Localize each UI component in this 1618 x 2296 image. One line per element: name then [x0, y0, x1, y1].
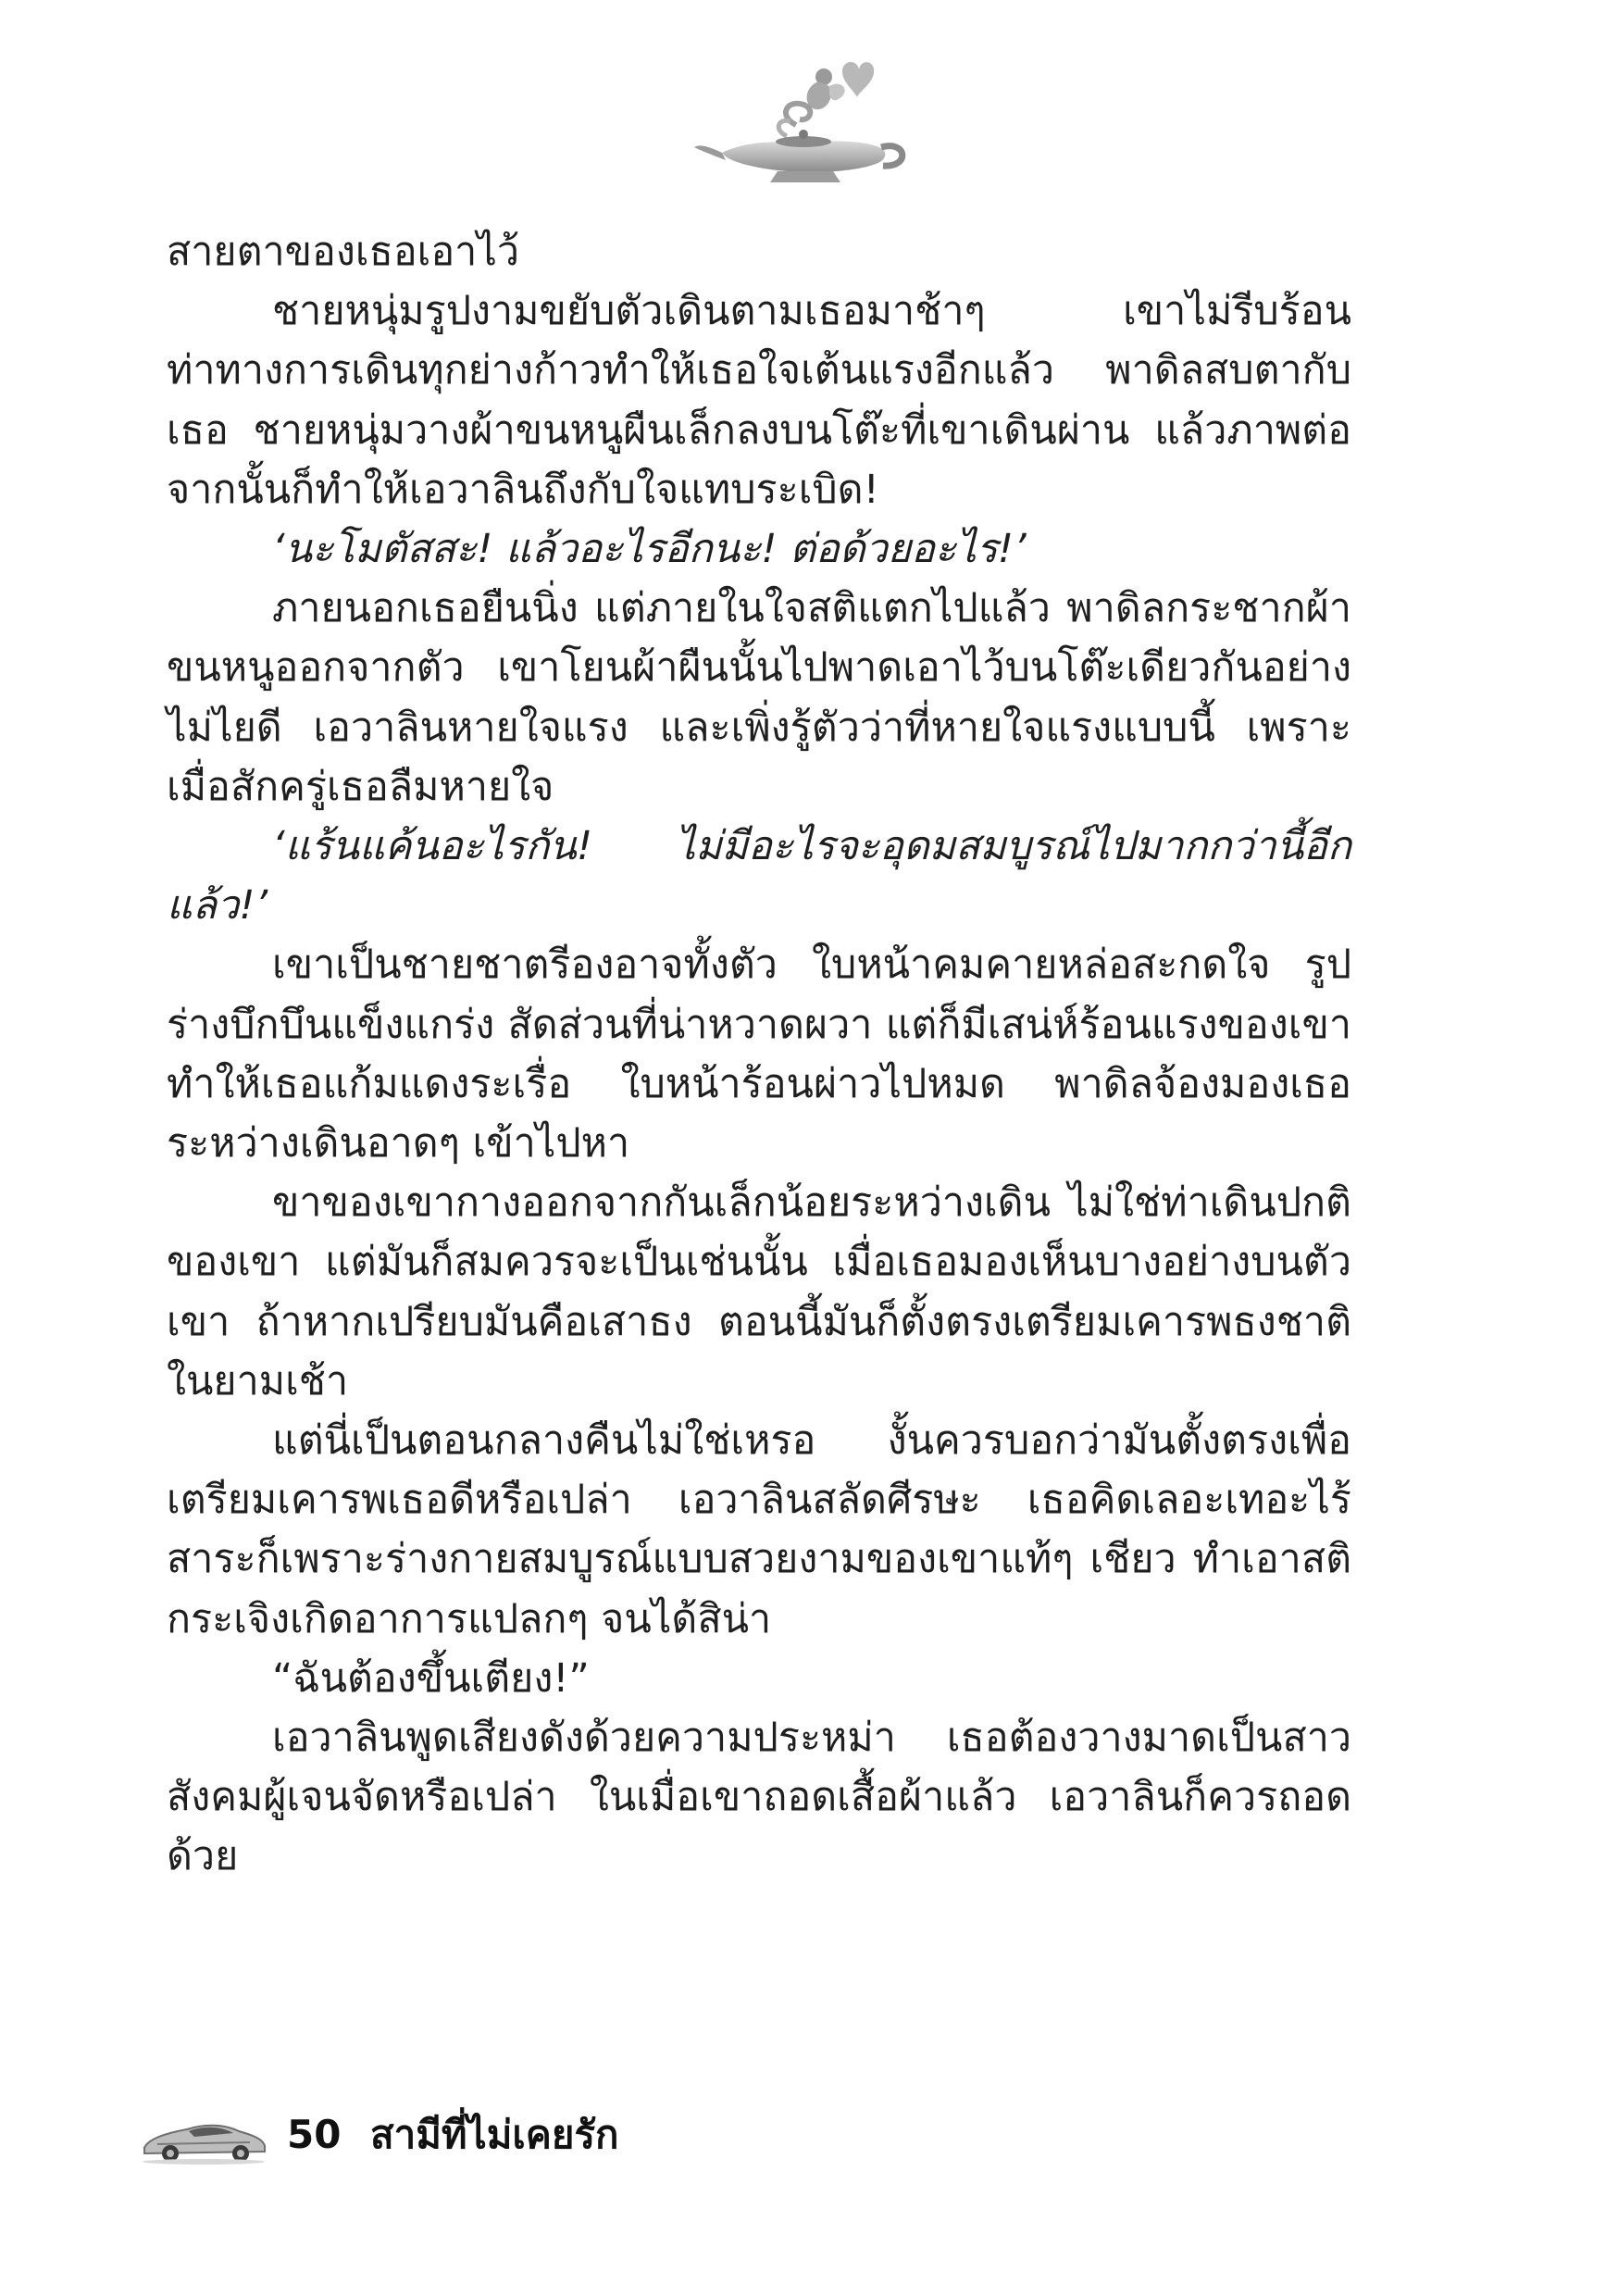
- inner-thought: ‘นะโมตัสสะ! แล้วอะไรอีกนะ! ต่อด้วยอะไร!’: [272, 526, 1027, 573]
- paragraph: ขาของเขากางออกจากกันเล็กน้อยระหว่างเดิน ไม่ใช่ท่าเดินปกติของเขา แต่มันก็สมควรจะเป็นเช่นนั้น เมื่อเธอมองเห็นบางอย่างบนตัวเขา ถ้าหากเปรียบมันคือเสาธง ตอนนี้มันก็ตั้งตรงเตรียมเคารพธงชาติในยามเช้า: [167, 1179, 1351, 1404]
- paragraph: เอวาลินพูดเสียงดังด้วยความประหม่า เธอต้องวางมาดเป็นสาวสังคมผู้เจนจัดหรือเปล่า ในเมื่อเขาถอดเสื้อผ้าแล้ว เอวาลินก็ควรถอดด้วย: [167, 1715, 1351, 1880]
- chapter-body: [167, 222, 1351, 1887]
- paragraph: ภายนอกเธอยืนนิ่ง แต่ภายในใจสติแตกไปแล้ว พาดิลกระชากผ้าขนหนูออกจากตัว เขาโยนผ้าผืนนั้นไปพาดเอาไว้บนโต๊ะเดียวกันอย่างไม่ไยดี เอวาลินหายใจแรง และเพิ่งรู้ตัวว่าที่หายใจแรงแบบนี้ เพราะเมื่อสักครู่เธอลืมหายใจ: [167, 585, 1351, 810]
- paragraph: ชายหนุ่มรูปงามขยับตัวเดินตามเธอมาช้าๆ เขาไม่รีบร้อน ท่าทางการเดินทุกย่างก้าวทำให้เธอใจเต้นแรงอีกแล้ว พาดิลสบตากับเธอ ชายหนุ่มวางผ้าขนหนูผืนเล็กลงบนโต๊ะที่เขาเดินผ่าน แล้วภาพต่อจากนั้นก็ทำให้เอวาลินถึงกับใจแทบระเบิด!: [167, 288, 1351, 513]
- paragraph: สายตาของเธอเอาไว้: [167, 229, 520, 275]
- dialogue: “ฉันต้องขึ้นเตียง!”: [272, 1654, 590, 1702]
- magic-lamp-with-cupid-icon: [685, 51, 935, 190]
- page-number: 50: [287, 2112, 342, 2157]
- inner-thought: ‘แร้นแค้นอะไรกัน! ไม่มีอะไรจะอุดมสมบูรณ์ไปมากกว่านี้อีกแล้ว!’: [167, 823, 1351, 930]
- paragraph: เขาเป็นชายชาตรีองอาจทั้งตัว ใบหน้าคมคายหล่อสะกดใจ รูปร่างบึกบึนแข็งแกร่ง สัดส่วนที่น่าหวาดผวา แต่ก็มีเสน่ห์ร้อนแรงของเขา ทำให้เธอแก้มแดงระเรื่อ ใบหน้าร้อนผ่าวไปหมด พาดิลจ้องมองเธอ ระหว่างเดินอาดๆ เข้าไปหา: [167, 942, 1351, 1167]
- paragraph: แต่นี่เป็นตอนกลางคืนไม่ใช่เหรอ งั้นควรบอกว่ามันตั้งตรงเพื่อเตรียมเคารพเธอดีหรือเปล่า เอวาลินสลัดศีรษะ เธอคิดเลอะเทอะไร้สาระก็เพราะร่างกายสมบูรณ์แบบสวยงามของเขาแท้ๆ เชียว ทำเอาสติกระเจิงเกิดอาการแปลกๆ จนได้สิน่า: [167, 1417, 1351, 1642]
- book-title: สามีที่ไม่เคยรัก: [370, 2112, 619, 2157]
- page-footer: [139, 2092, 787, 2176]
- sports-car-icon: [139, 2111, 268, 2166]
